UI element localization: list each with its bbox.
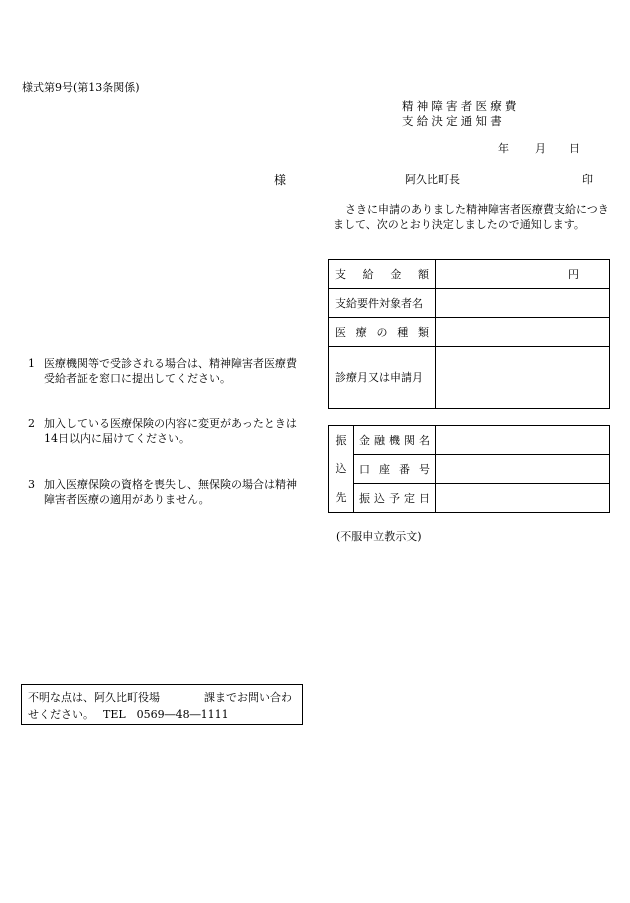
- account-number-label: [354, 455, 436, 484]
- contact-tel-number: 0569―48―1111: [136, 708, 229, 721]
- form-number: 様式第9号(第13条関係): [22, 81, 140, 94]
- treatment-month-value: [436, 347, 610, 409]
- transfer-date-label: [354, 484, 436, 513]
- document-title-line1: 精神障害者医療費: [402, 99, 520, 113]
- transfer-table: [328, 425, 610, 513]
- note-number-3: 3: [28, 478, 35, 491]
- account-number-value: [436, 455, 610, 484]
- table-row: [329, 289, 610, 318]
- amount-unit: 円: [568, 267, 579, 281]
- note-number-2: 2: [28, 417, 35, 430]
- intro-paragraph: さきに申請のありました精神障害者医療費支給につきまして、次のとおり決定しましたので通知します。: [333, 203, 609, 231]
- transfer-group-char-1: 振: [335, 433, 347, 447]
- table-row: [329, 318, 610, 347]
- treatment-month-label: 診療月又は申請月: [329, 347, 436, 409]
- appeal-note: (不服申立教示文): [336, 530, 422, 543]
- seal-mark: 印: [582, 173, 593, 186]
- amount-label: [329, 260, 436, 289]
- table-row: [329, 484, 610, 513]
- contact-tel-label: TEL: [103, 708, 126, 721]
- transfer-date-value: [436, 484, 610, 513]
- transfer-date-label-text: 振 込 予 定 日: [359, 491, 430, 505]
- bank-name-value: [436, 426, 610, 455]
- contact-text: 不明な点は、阿久比町役場 課までお問い合わせください。: [28, 691, 292, 721]
- note-text-1: 医療機関等で受診される場合は、精神障害者医療費受給者証を窓口に提出してください。: [44, 357, 297, 385]
- account-number-label-text: 口 座 番 号: [359, 462, 430, 476]
- table-row: [329, 455, 610, 484]
- details-table: [328, 259, 610, 409]
- bank-name-label: [354, 426, 436, 455]
- table-row: [329, 260, 610, 289]
- recipient-value: [436, 289, 610, 318]
- date-month-label: 月: [535, 142, 546, 155]
- amount-label-text: 支 給 金 額: [335, 267, 429, 281]
- note-text-2: 加入している医療保険の内容に変更があったときは14日以内に届けてください。: [44, 417, 297, 445]
- note-number-1: 1: [28, 357, 35, 370]
- note-text-3: 加入医療保険の資格を喪失し、無保険の場合は精神障害者医療の適用がありません。: [44, 478, 297, 506]
- medical-type-label: [329, 318, 436, 347]
- recipient-label: 支給要件対象者名: [329, 289, 436, 318]
- medical-type-label-text: 医 療 の 種 類: [335, 325, 429, 339]
- document-title-line2: 支給決定通知書: [402, 114, 505, 128]
- date-year-label: 年: [498, 142, 509, 155]
- addressee-suffix: 様: [274, 173, 287, 187]
- medical-type-value: [436, 318, 610, 347]
- transfer-group-char-3: 先: [335, 491, 347, 505]
- transfer-group-char-2: 込: [335, 462, 347, 476]
- table-row: [329, 347, 610, 409]
- date-day-label: 日: [569, 142, 580, 155]
- transfer-group-label: [329, 426, 354, 513]
- contact-box: [21, 684, 303, 725]
- bank-name-label-text: 金 融 機 関 名: [359, 433, 430, 447]
- table-row: [329, 426, 610, 455]
- issuer-name: 阿久比町長: [405, 173, 460, 186]
- amount-value: [436, 260, 610, 289]
